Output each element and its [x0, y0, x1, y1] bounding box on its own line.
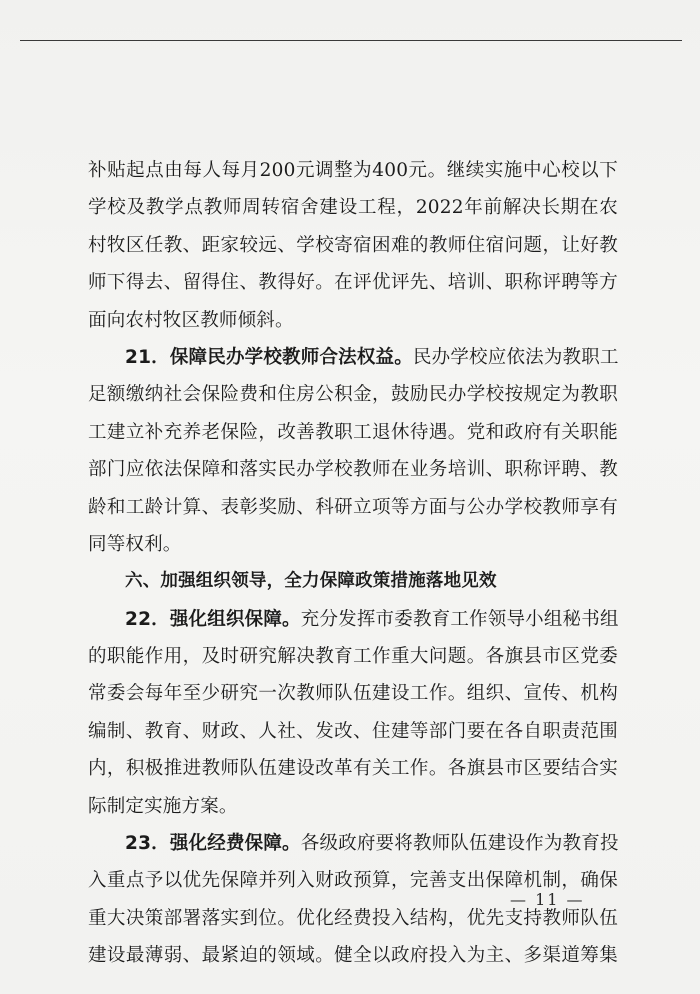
- item-23-first-rest: 各级政府要将教师队伍建设作为教育投: [300, 833, 619, 855]
- paragraph-line: 重大决策部署落实到位。优化经费投入结构，优先支持教师队伍: [88, 907, 618, 929]
- item-22-first-line: [88, 601, 618, 638]
- paragraph-line: 的职能作用，及时研究解决教育工作重大问题。各旗县市区党委: [88, 646, 618, 668]
- paragraph-line: 工建立补充养老保险，改善教职工退休待遇。党和政府有关职能: [88, 421, 618, 443]
- item-22-lead: 22．强化组织保障。: [125, 608, 301, 630]
- item-23-first-line: [88, 825, 618, 862]
- paragraph-line: 同等权利。: [88, 533, 182, 555]
- item-21-first-rest: 民办学校应依法为教职工: [412, 346, 619, 368]
- paragraph-line: 村牧区任教、距家较远、学校寄宿困难的教师住宿问题，让好教: [88, 234, 618, 256]
- item-23-lead: 23．强化经费保障。: [125, 833, 301, 855]
- section-6-heading: 六、加强组织领导，全力保障政策措施落地见效: [125, 571, 497, 592]
- paragraph-line: 常委会每年至少研究一次教师队伍建设工作。组织、宣传、机构: [88, 683, 618, 705]
- paragraph-line: 建设最薄弱、最紧迫的领域。健全以政府投入为主、多渠道筹集: [88, 945, 618, 967]
- paragraph-line: 学校及教学点教师周转宿舍建设工程，2022年前解决长期在农: [88, 197, 618, 219]
- paragraph-line: 际制定实施方案。: [88, 795, 238, 817]
- paragraph-line: 编制、教育、财政、人社、发改、住建等部门要在各自职责范围: [88, 720, 618, 742]
- paragraph-line: 入重点予以优先保障并列入财政预算，完善支出保障机制，确保: [88, 870, 618, 892]
- item-21-lead: 21．保障民办学校教师合法权益。: [125, 346, 413, 368]
- document-body: [88, 152, 618, 975]
- paragraph-line: 龄和工龄计算、表彰奖励、科研立项等方面与公办学校教师享有: [88, 496, 618, 518]
- paragraph-line: 内，积极推进教师队伍建设改革有关工作。各旗县市区要结合实: [88, 758, 618, 780]
- header-rule: [20, 40, 682, 41]
- paragraph-line: 部门应依法保障和落实民办学校教师在业务培训、职称评聘、教: [88, 459, 618, 481]
- paragraph-line: 面向农村牧区教师倾斜。: [88, 309, 294, 331]
- paragraph-line: 师下得去、留得住、教得好。在评优评先、培训、职称评聘等方: [88, 272, 618, 294]
- paragraph-line: 足额缴纳社会保险费和住房公积金，鼓励民办学校按规定为教职: [88, 384, 618, 406]
- item-21-first-line: [88, 339, 618, 376]
- item-22-first-rest: 充分发挥市委教育工作领导小组秘书组: [300, 608, 619, 630]
- paragraph-line: 补贴起点由每人每月200元调整为400元。继续实施中心校以下: [88, 160, 618, 181]
- page-number: — 11 —: [510, 890, 585, 909]
